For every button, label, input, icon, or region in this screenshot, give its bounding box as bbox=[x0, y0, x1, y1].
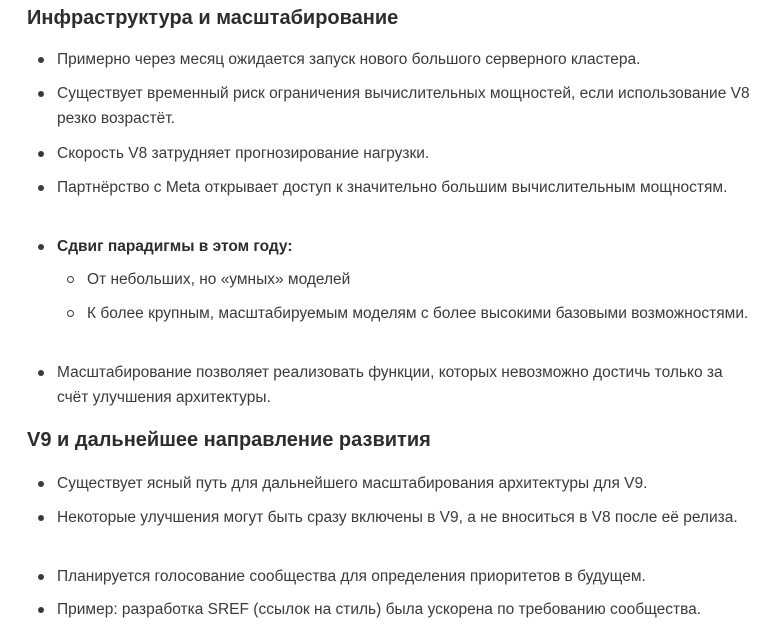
hollow-bullet-icon bbox=[67, 310, 74, 317]
bullet-icon bbox=[38, 244, 44, 250]
section-heading-v9: V9 и дальнейшее направление развития bbox=[27, 429, 431, 451]
list-item-text: Сдвиг парадигмы в этом году: bbox=[57, 238, 293, 255]
list-item-text: Существует ясный путь для дальнейшего масштабирования архитектуры для V9. bbox=[57, 475, 648, 492]
bullet-icon bbox=[38, 574, 44, 580]
list-item bbox=[57, 471, 757, 496]
list-item-text: Некоторые улучшения могут быть сразу включены в V9, а не вноситься в V8 после её релиза. bbox=[57, 509, 738, 526]
hollow-bullet-icon bbox=[67, 276, 74, 283]
list-item bbox=[57, 564, 757, 589]
bullet-icon bbox=[38, 91, 44, 97]
list-item bbox=[57, 81, 757, 131]
list-item-text: Планируется голосование сообщества для определения приоритетов в будущем. bbox=[57, 568, 646, 585]
list-item bbox=[57, 505, 757, 530]
sub-list-item bbox=[87, 301, 757, 326]
list-item-text: Скорость V8 затрудняет прогнозирование нагрузки. bbox=[57, 145, 430, 162]
list-item bbox=[57, 360, 757, 410]
bullet-icon bbox=[38, 151, 44, 157]
list-item-text: Пример: разработка SREF (ссылок на стиль) была ускорена по требованию сообщества. bbox=[57, 601, 702, 618]
list-item bbox=[57, 597, 757, 622]
section-heading-infrastructure: Инфраструктура и масштабирование bbox=[27, 7, 399, 29]
bullet-icon bbox=[38, 481, 44, 487]
bullet-icon bbox=[38, 607, 44, 613]
bullet-icon bbox=[38, 515, 44, 521]
list-item-text: Существует временный риск ограничения вычислительных мощностей, если использование V8 резко возрастёт. bbox=[57, 85, 750, 127]
sub-list-item-text: От небольших, но «умных» моделей bbox=[87, 271, 351, 288]
bullet-icon bbox=[38, 185, 44, 191]
list-item bbox=[57, 141, 757, 166]
bullet-icon bbox=[38, 370, 44, 376]
list-item-text: Примерно через месяц ожидается запуск нового большого серверного кластера. bbox=[57, 51, 641, 68]
list-item-text: Масштабирование позволяет реализовать функции, которых невозможно достичь только за счёт улучшения архитектуры. bbox=[57, 364, 723, 406]
list-item bbox=[57, 175, 757, 200]
bullet-icon bbox=[38, 57, 44, 63]
list-item bbox=[57, 47, 757, 72]
list-item bbox=[57, 234, 757, 259]
list-item-text: Партнёрство с Meta открывает доступ к значительно большим вычислительным мощностям. bbox=[57, 179, 728, 196]
sub-list-item bbox=[87, 267, 757, 292]
sub-list-item-text: К более крупным, масштабируемым моделям с более высокими базовыми возможностями. bbox=[87, 305, 749, 322]
